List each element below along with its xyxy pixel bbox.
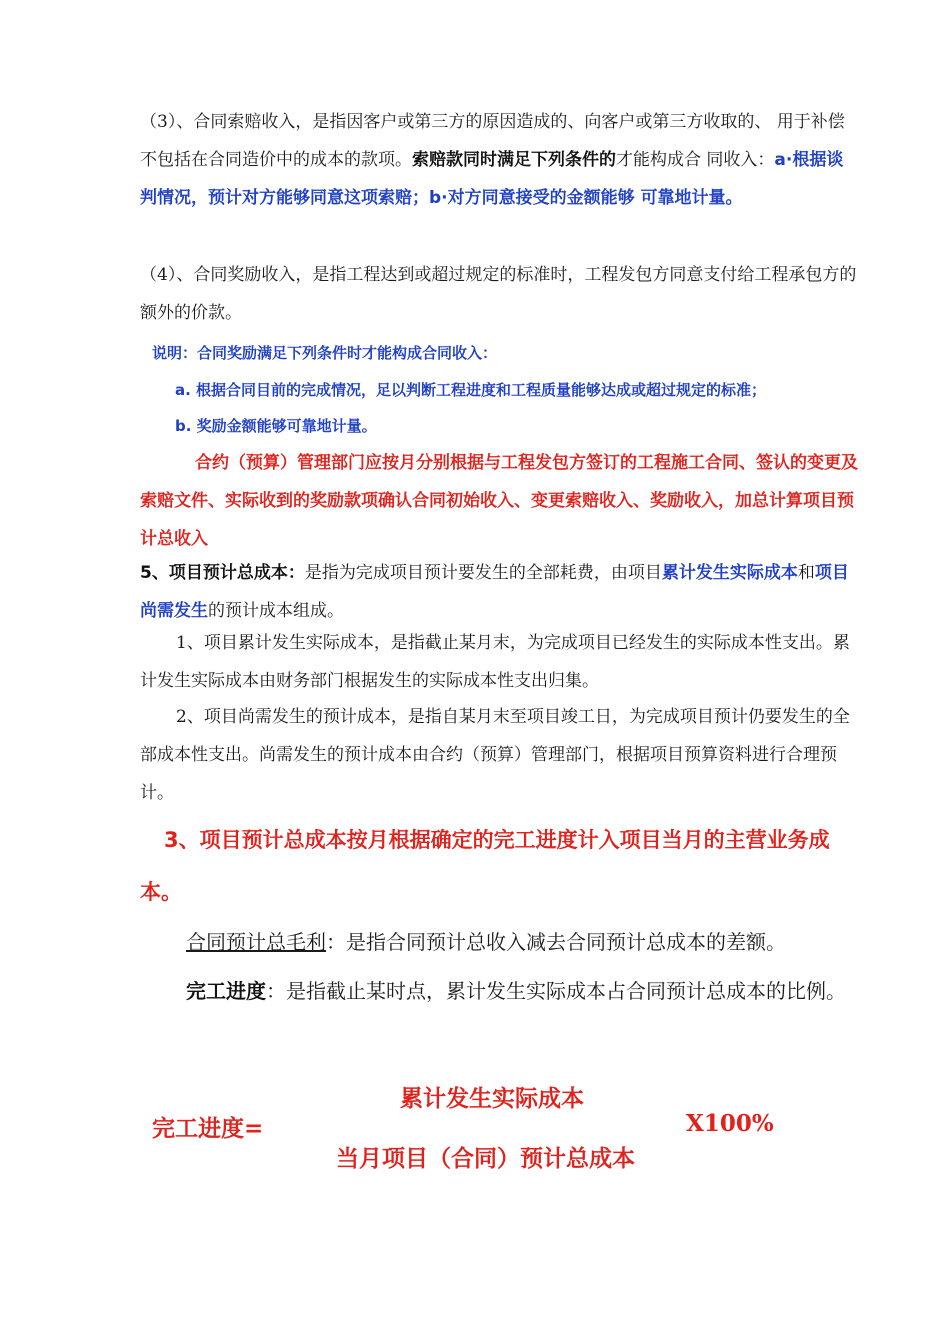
paragraph-contract-claim-income <box>140 103 860 217</box>
red-item-3 <box>140 814 860 918</box>
gross-profit-text: ：是指合同预计总收入减去合同预计总成本的差额。 <box>326 930 786 954</box>
section5-text1: 是指为完成项目预计要发生的全部耗费，由项目 <box>304 563 662 583</box>
formula-multiplier: X100% <box>686 1110 774 1137</box>
formula-denominator: 当月项目（合同）预计总成本 <box>336 1146 635 1172</box>
formula-numerator: 累计发生实际成本 <box>400 1086 584 1112</box>
item-remaining-estimated-cost <box>140 698 860 812</box>
section5-blue1: 累计发生实际成本 <box>661 563 798 583</box>
section5-text2: 和 <box>797 563 815 583</box>
reward-income-text: （4）、合同奖励收入，是指工程达到或超过规定的标准时，工程发包方同意支付给工程承包方的额外的价款。 <box>140 265 857 323</box>
progress-label: 完工进度 <box>186 979 266 1003</box>
section5-blue2: 项目尚需发生 <box>140 563 849 621</box>
section-estimated-total-cost <box>140 554 860 630</box>
claim-condition-bold: 索赔款同时满足下列条件的 <box>412 150 616 170</box>
completion-progress-definition <box>140 967 860 1015</box>
budget-dept-red-text: 合约（预算）管理部门应按月分别根据与工程发包方签订的工程施工合同、签认的变更及索赔文件、实际收到的奖励款项确认合同初始收入、变更索赔收入、奖励收入，加总计算项目预计总收入 <box>140 453 858 549</box>
paragraph-contract-reward-income <box>140 256 860 332</box>
section5-label: 5、项目预计总成本： <box>140 563 305 583</box>
formula-lhs: 完工进度= <box>152 1116 264 1142</box>
section5-text3: 的预计成本组成。 <box>208 601 344 621</box>
reward-note-title: 说明：合同奖励满足下列条件时才能构成合同收入： <box>152 344 498 362</box>
budget-dept-red-paragraph <box>140 444 860 558</box>
item2-text: 2、项目尚需发生的预计成本，是指自某月末至项目竣工日，为完成项目预计仍要发生的全部成本性支出。尚需发生的预计成本由合约（预算）管理部门，根据项目预算资料进行合理预计。 <box>140 707 850 803</box>
reward-note-item-b: b. 奖励金额能够可靠地计量。 <box>175 417 377 435</box>
progress-text: ：是指截止某时点，累计发生实际成本占合同预计总成本的比例。 <box>266 979 846 1003</box>
item1-text: 1、项目累计发生实际成本，是指截止某月末，为完成项目已经发生的实际成本性支出。累计发生实际成本由财务部门根据发生的实际成本性支出归集。 <box>140 633 850 691</box>
gross-profit-definition <box>140 918 860 966</box>
gross-profit-label: 合同预计总毛利 <box>186 930 326 954</box>
claim-income-text: （3）、合同索赔收入，是指因客户或第三方的原因造成的、向客户或第三方收取的、 用于补偿不包括在合同造价中的成本的款项。 <box>140 112 845 170</box>
red-item3-text: 3、项目预计总成本按月根据确定的完工进度计入项目当月的主营业务成本。 <box>140 828 830 904</box>
item-accumulated-actual-cost <box>140 624 860 700</box>
reward-note-item-a: a. 根据合同目前的完成情况，足以判断工程进度和工程质量能够达成或超过规定的标准； <box>175 381 767 399</box>
claim-income-text-2: 才能构成合 同收入： <box>616 150 775 170</box>
claim-conditions-blue: a·根据谈判情况，预计对方能够同意这项索赔；b·对方同意接受的金额能够 可靠地计量。 <box>140 150 844 208</box>
